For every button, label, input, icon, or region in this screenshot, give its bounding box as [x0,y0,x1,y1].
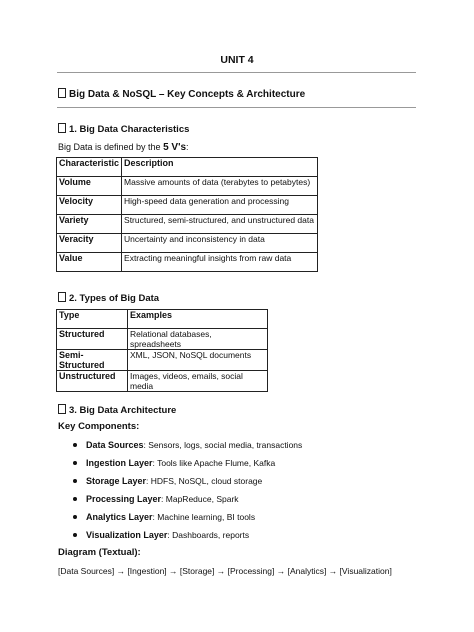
table-row [57,215,318,234]
section-2-heading [58,292,159,304]
row-desc: High-speed data generation and processing [122,196,318,215]
diagram-label: Diagram (Textual): [58,547,141,558]
list-item [58,436,302,454]
row-key: Semi-Structured [57,350,128,371]
table-row [57,177,318,196]
row-desc: XML, JSON, NoSQL documents [128,350,268,371]
architecture-flow: [Data Sources] → [Ingestion] → [Storage] → [Processing] → [Analytics] → [Visualization] [58,566,392,576]
placeholder-glyph-icon [58,404,66,414]
column-header: Type [57,310,128,329]
component-name: Visualization Layer [86,530,168,540]
list-item [58,454,302,472]
row-key: Velocity [57,196,122,215]
row-desc: Images, videos, emails, social media [128,371,268,392]
row-desc: Uncertainty and inconsistency in data [122,234,318,253]
row-desc: Massive amounts of data (terabytes to petabytes) [122,177,318,196]
component-name: Data Sources [86,440,144,450]
component-desc: : MapReduce, Spark [161,494,239,504]
row-key: Veracity [57,234,122,253]
bullet-icon [73,497,77,501]
component-name: Analytics Layer [86,512,153,522]
component-name: Ingestion Layer [86,458,153,468]
bullet-icon [73,443,77,447]
table-row [57,371,268,392]
row-key: Unstructured [57,371,128,392]
row-desc: Structured, semi-structured, and unstructured data [122,215,318,234]
table-row [57,329,268,350]
row-desc: Extracting meaningful insights from raw data [122,253,318,272]
list-item [58,508,302,526]
placeholder-glyph-icon [58,123,66,133]
table-row [57,350,268,371]
components-list [58,436,302,544]
row-key: Structured [57,329,128,350]
page-title: UNIT 4 [220,54,254,66]
bullet-icon [73,515,77,519]
main-heading-text: Big Data & NoSQL – Key Concepts & Architecture [69,89,306,100]
column-header: Examples [128,310,268,329]
table-header-row [57,310,268,329]
intro-suffix: : [186,142,189,152]
component-desc: : Tools like Apache Flume, Kafka [152,458,276,468]
section-3-heading-text: 3. Big Data Architecture [69,405,177,416]
component-desc: : Dashboards, reports [167,530,250,540]
characteristics-table [56,157,318,272]
main-heading [58,88,305,100]
row-desc: Relational databases, spreadsheets [128,329,268,350]
heading-divider [57,107,416,108]
bullet-icon [73,533,77,537]
section-2-heading-text: 2. Types of Big Data [69,293,160,304]
list-item [58,472,302,490]
component-desc: : Sensors, logs, social media, transactions [143,440,303,450]
bullet-icon [73,461,77,465]
list-item [58,526,302,544]
table-header-row [57,158,318,177]
section-1-heading-text: 1. Big Data Characteristics [69,124,190,135]
component-name: Storage Layer [86,476,147,486]
component-desc: : Machine learning, BI tools [152,512,256,522]
table-row [57,196,318,215]
table-row [57,234,318,253]
list-item [58,490,302,508]
placeholder-glyph-icon [58,292,66,302]
column-header: Description [122,158,318,177]
intro-bold: 5 V's [163,142,187,153]
section-1-heading [58,123,189,135]
row-key: Value [57,253,122,272]
title-divider [57,72,416,73]
key-components-label: Key Components: [58,421,140,432]
section-1-intro [58,142,189,153]
bullet-icon [73,479,77,483]
component-name: Processing Layer [86,494,162,504]
section-3-heading [58,404,176,416]
row-key: Variety [57,215,122,234]
table-row [57,253,318,272]
placeholder-glyph-icon [58,88,66,98]
intro-prefix: Big Data is defined by the [58,142,164,152]
types-table [56,309,268,392]
column-header: Characteristic [57,158,122,177]
component-desc: : HDFS, NoSQL, cloud storage [146,476,263,486]
row-key: Volume [57,177,122,196]
